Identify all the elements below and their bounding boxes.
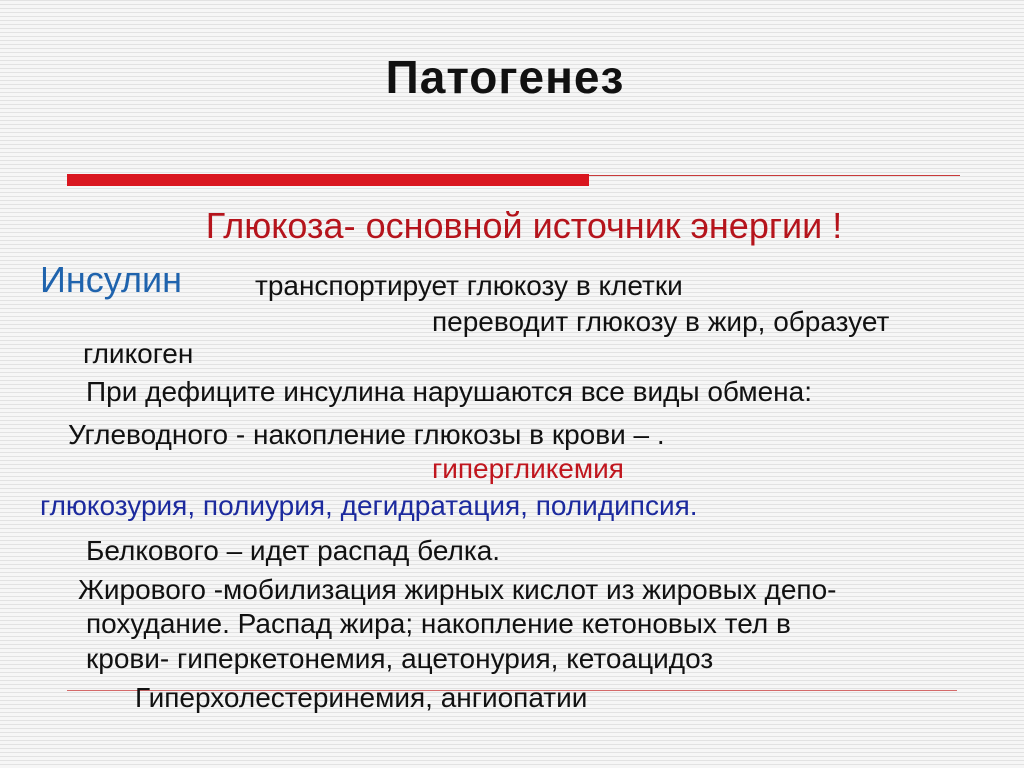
slide-subtitle: Глюкоза- основной источник энергии ! [205, 205, 843, 246]
carbohydrate-text: Углеводного - накопление глюкозы в крови – . [68, 419, 665, 450]
protein-text: Белкового – идет распад белка. [86, 535, 501, 566]
cholesterol-text: Гиперхолестеринемия, ангиопатии [135, 682, 588, 713]
glycogen-text: гликоген [83, 338, 194, 369]
hyperglycemia-text: гипергликемия [432, 453, 624, 484]
insulin-function-text: транспортирует глюкозу в клетки [255, 270, 683, 301]
insulin-heading: Инсулин [40, 259, 182, 300]
fat-text-line-2: похудание. Распад жира; накопление кетоновых тел в [86, 608, 791, 639]
deficit-text: При дефиците инсулина нарушаются все виды обмена: [86, 376, 812, 407]
slide-title: Патогенез [385, 51, 625, 103]
fat-text-line-1: Жирового -мобилизация жирных кислот из жировых депо- [78, 574, 837, 605]
convert-text: переводит глюкозу в жир, образует [432, 306, 890, 337]
top-accent-bar [67, 174, 589, 186]
glucosuria-text: глюкозурия, полиурия, дегидратация, полидипсия. [40, 490, 698, 521]
fat-text-line-3: крови- гиперкетонемия, ацетонурия, кетоацидоз [86, 643, 714, 674]
